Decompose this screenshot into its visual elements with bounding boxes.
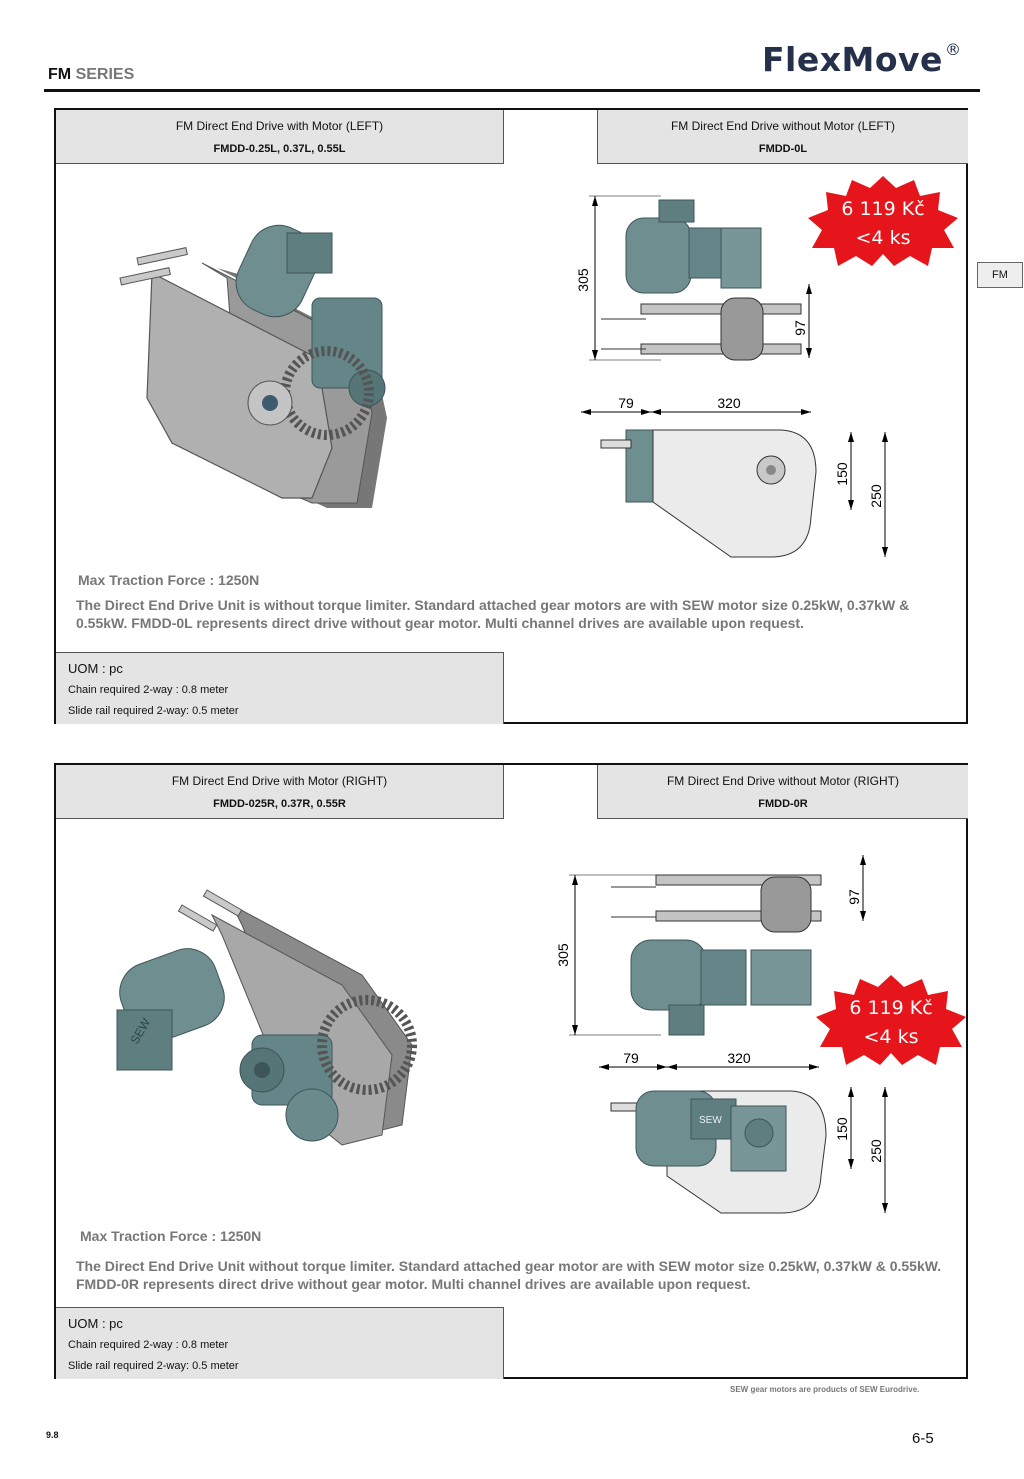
price-badge: [816, 975, 966, 1065]
product-description: The Direct End Drive Unit is without torque limiter. Standard attached gear motors are with SEW motor size 0.25kW, 0.37kW & 0.55kW. FMDD-0L represents direct drive without gear motor. Multi channel drives are available upon request.: [76, 597, 910, 631]
panel-right-header-without-motor: [597, 765, 968, 819]
product-description: The Direct End Drive Unit without torque limiter. Standard attached gear motor are with SEW motor size 0.25kW, 0.37kW & 0.55kW. FMDD-0R represents direct drive without gear motor. Multi channel drives are available upon request.: [76, 1258, 942, 1292]
uom-box: [56, 1307, 504, 1379]
product-panel-left: [54, 108, 968, 724]
side-view-drawing: [581, 1051, 941, 1221]
sew-note: SEW gear motors are products of SEW Eurodrive.: [730, 1385, 920, 1394]
header-model: FMDD-0L: [758, 143, 808, 155]
dim-total: 250: [868, 1139, 884, 1163]
motor-brand-label: SEW: [699, 1115, 722, 1126]
uom-box: [56, 652, 504, 724]
price-burst-icon: [816, 975, 966, 1065]
product-panel-right: [54, 763, 968, 1379]
motor-brand-label: SEW: [127, 1015, 154, 1047]
chain-required: Chain required 2-way : 0.8 meter: [68, 684, 229, 696]
slide-rail-required: Slide rail required 2-way: 0.5 meter: [68, 705, 239, 717]
price-amount: 6 119 Kč: [849, 997, 933, 1019]
slide-rail-required: Slide rail required 2-way: 0.5 meter: [68, 1360, 239, 1372]
dim-height: 305: [555, 943, 571, 967]
drive-with-motor-illustration: [112, 885, 432, 1165]
dim-channel: 97: [846, 889, 862, 905]
dim-offset: 79: [618, 395, 634, 411]
footer-version: 9.8: [46, 1430, 59, 1440]
brand-logo-text: FlexMove: [762, 40, 943, 79]
header-rule: [44, 89, 980, 92]
price-badge: [808, 176, 958, 266]
dim-channel: 97: [792, 320, 808, 336]
panel-left-header-without-motor: [597, 110, 968, 164]
header-model: FMDD-025R, 0.37R, 0.55R: [213, 798, 346, 810]
chain-required: Chain required 2-way : 0.8 meter: [68, 1339, 229, 1351]
dim-offset: 79: [623, 1051, 639, 1066]
traction-force: Max Traction Force : 1250N: [78, 572, 260, 588]
side-tab-fm[interactable]: FM: [977, 262, 1023, 288]
header-title: FM Direct End Drive with Motor (LEFT): [175, 119, 384, 133]
price-amount: 6 119 Kč: [841, 198, 925, 220]
panel-left-header-with-motor: [56, 110, 504, 164]
dim-height: 305: [575, 268, 591, 292]
price-burst-icon: [808, 176, 958, 266]
dim-axis: 150: [834, 462, 850, 486]
dim-axis: 150: [834, 1117, 850, 1141]
series-title-light: SERIES: [75, 66, 135, 83]
header-title: FM Direct End Drive without Motor (LEFT): [670, 119, 896, 133]
uom-label: UOM : pc: [68, 661, 123, 676]
header-title: FM Direct End Drive with Motor (RIGHT): [171, 774, 388, 788]
series-title-bold: FM: [48, 66, 72, 83]
panel-right-header-with-motor: [56, 765, 504, 819]
dim-total: 250: [868, 484, 884, 508]
uom-label: UOM : pc: [68, 1316, 123, 1331]
dim-length: 320: [717, 395, 741, 411]
header-title: FM Direct End Drive without Motor (RIGHT): [666, 774, 900, 788]
price-quantity: <4 ks: [855, 227, 911, 249]
traction-force: Max Traction Force : 1250N: [80, 1228, 262, 1244]
brand-logo: [762, 40, 961, 79]
series-title: [48, 66, 134, 84]
dim-length: 320: [727, 1051, 751, 1066]
side-view-drawing: [571, 392, 951, 562]
page-number: 6-5: [912, 1430, 934, 1447]
header-model: FMDD-0.25L, 0.37L, 0.55L: [213, 143, 346, 155]
registered-mark: ®: [944, 40, 962, 59]
header-model: FMDD-0R: [758, 798, 808, 810]
price-quantity: <4 ks: [863, 1026, 919, 1048]
drive-with-motor-illustration: [112, 218, 432, 518]
